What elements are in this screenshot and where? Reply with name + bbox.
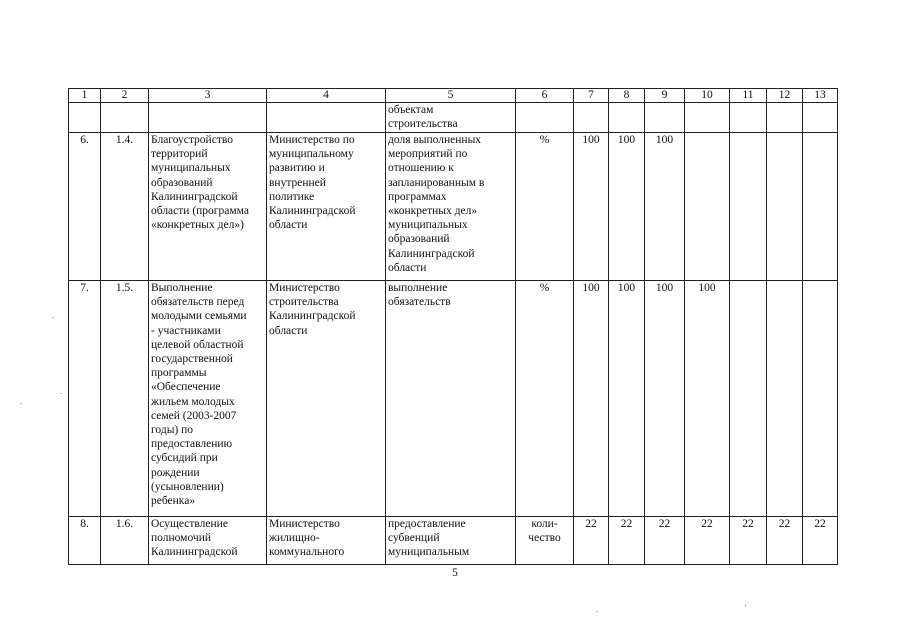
row-code-cell: 1.4. — [101, 133, 149, 281]
header-cell-6: 6 — [516, 89, 574, 103]
table-row — [69, 103, 838, 133]
activity-name-cell-line: (усыновлении) — [151, 480, 224, 493]
responsible-ministry-cell-line: муниципальному — [269, 148, 354, 161]
row-code-cell: 1.6. — [101, 517, 149, 565]
responsible-ministry-cell — [267, 103, 386, 133]
indicator-cell — [386, 133, 516, 281]
header-cell-9: 9 — [645, 89, 685, 103]
header-cell-3: 3 — [149, 89, 267, 103]
indicator-cell-line: предоставление — [388, 518, 466, 530]
value-cell — [803, 281, 838, 517]
value-cell: 100 — [574, 133, 609, 281]
value-cell — [767, 103, 803, 133]
responsible-ministry-cell — [267, 517, 386, 565]
value-cell — [803, 133, 838, 281]
header-cell-13: 13 — [803, 89, 838, 103]
value-cell — [685, 103, 730, 133]
indicator-cell-line: строительства — [388, 118, 458, 131]
activity-name-cell-line: субсидий при — [151, 452, 218, 465]
value-cell — [767, 133, 803, 281]
responsible-ministry-cell-line: Калининградской — [269, 310, 356, 323]
value-cell: 100 — [645, 281, 685, 517]
row-code-cell — [101, 103, 149, 133]
responsible-ministry-cell — [267, 133, 386, 281]
responsible-ministry-cell-line: области — [269, 324, 308, 337]
value-cell: 22 — [803, 517, 838, 565]
activity-name-cell-line: жильем молодых — [151, 395, 235, 408]
page-number: 5 — [452, 567, 458, 579]
header-cell-2: 2 — [101, 89, 149, 103]
indicator-cell-line: доля выполненных — [388, 134, 482, 146]
activity-name-cell-line: территорий — [151, 148, 208, 161]
table-row — [69, 517, 838, 565]
indicator-cell-line: муниципальных — [388, 219, 468, 232]
indicator-cell — [386, 281, 516, 517]
indicator-cell-line: программах — [388, 190, 447, 203]
activity-name-cell — [149, 103, 267, 133]
indicator-cell-line: отношению к — [388, 162, 454, 175]
activity-name-cell-line: ребенка» — [151, 495, 196, 508]
activity-name-cell-line: муниципальных — [151, 162, 231, 175]
activity-name-cell-line: полномочий — [151, 532, 211, 545]
document-table — [68, 88, 838, 565]
indicator-cell-line: обязательств — [388, 296, 451, 309]
activity-name-cell-line: Выполнение — [151, 282, 213, 294]
scan-speck: ' — [745, 603, 747, 612]
value-cell: 22 — [730, 517, 767, 565]
header-cell-10: 10 — [685, 89, 730, 103]
row-number-cell: 8. — [69, 517, 101, 565]
responsible-ministry-cell-line: жилищно- — [269, 532, 320, 545]
value-cell: 100 — [645, 133, 685, 281]
indicator-cell-line: объектам — [388, 104, 434, 116]
indicator-cell-line: субвенций — [388, 532, 440, 545]
responsible-ministry-cell-line: политике — [269, 190, 315, 203]
value-cell — [730, 103, 767, 133]
value-cell: 22 — [574, 517, 609, 565]
responsible-ministry-cell — [267, 281, 386, 517]
activity-name-cell — [149, 133, 267, 281]
value-cell: 22 — [767, 517, 803, 565]
row-number-cell — [69, 103, 101, 133]
activity-name-cell-line: программы — [151, 367, 207, 380]
activity-name-cell-line: рождении — [151, 466, 200, 479]
scan-speck: . — [52, 311, 54, 320]
unit-cell — [516, 133, 574, 281]
header-cell-7: 7 — [574, 89, 609, 103]
activity-name-cell — [149, 517, 267, 565]
activity-name-cell-line: «конкретных дел») — [151, 219, 244, 232]
value-cell — [645, 103, 685, 133]
activity-name-cell-line: предоставлению — [151, 438, 233, 451]
activity-name-cell-line: годы) по — [151, 424, 194, 437]
responsible-ministry-cell-line: Министерство по — [269, 134, 355, 146]
header-cell-5: 5 — [386, 89, 516, 103]
unit-cell — [516, 517, 574, 565]
table-body — [69, 89, 838, 565]
activity-name-cell-line: Благоустройство — [151, 134, 233, 146]
unit-cell-line: коли- — [531, 518, 558, 530]
activity-name-cell-line: области (программа — [151, 205, 249, 218]
activity-name-cell-line: государственной — [151, 353, 233, 366]
header-cell-8: 8 — [609, 89, 645, 103]
value-cell: 100 — [609, 281, 645, 517]
indicator-cell-line: Калининградской — [388, 247, 475, 260]
responsible-ministry-cell-line: развитию и — [269, 162, 325, 175]
header-cell-4: 4 — [267, 89, 386, 103]
activity-name-cell — [149, 281, 267, 517]
activity-name-cell-line: Осуществление — [151, 518, 228, 530]
activity-name-cell-line: «Обеспечение — [151, 381, 221, 394]
value-cell: 100 — [685, 281, 730, 517]
unit-cell-line: % — [539, 134, 550, 146]
indicator-cell-line: выполнение — [388, 282, 448, 294]
activity-name-cell-line: целевой областной — [151, 338, 244, 351]
scan-speck: . — [60, 387, 62, 396]
activity-name-cell-line: молодыми семьями — [151, 310, 247, 323]
table-row — [69, 281, 838, 517]
indicator-cell — [386, 517, 516, 565]
scan-speck: . — [20, 397, 22, 406]
responsible-ministry-cell-line: строительства — [269, 296, 339, 309]
indicator-cell-line: муниципальным — [388, 546, 470, 559]
activity-name-cell-line: Калининградской — [151, 190, 238, 203]
unit-cell-line: % — [539, 282, 550, 294]
responsible-ministry-cell-line: Калининградской — [269, 205, 356, 218]
header-cell-11: 11 — [730, 89, 767, 103]
indicator-cell-line: «конкретных дел» — [388, 205, 478, 218]
value-cell: 22 — [645, 517, 685, 565]
value-cell — [730, 133, 767, 281]
table-header-row — [69, 89, 838, 103]
value-cell — [685, 133, 730, 281]
header-cell-12: 12 — [767, 89, 803, 103]
value-cell: 100 — [574, 281, 609, 517]
value-cell — [803, 103, 838, 133]
scan-speck: . — [596, 605, 598, 614]
value-cell: 100 — [609, 133, 645, 281]
responsible-ministry-cell-line: области — [269, 219, 308, 232]
row-number-cell: 6. — [69, 133, 101, 281]
value-cell — [574, 103, 609, 133]
responsible-ministry-cell-line: Министерство — [269, 282, 340, 294]
row-code-cell: 1.5. — [101, 281, 149, 517]
unit-cell — [516, 103, 574, 133]
value-cell — [730, 281, 767, 517]
table-row — [69, 133, 838, 281]
unit-cell — [516, 281, 574, 517]
value-cell — [767, 281, 803, 517]
unit-cell-line: чество — [528, 532, 561, 545]
indicator-cell — [386, 103, 516, 133]
responsible-ministry-cell-line: коммунального — [269, 546, 345, 559]
responsible-ministry-cell-line: Министерство — [269, 518, 340, 530]
activity-name-cell-line: Калининградской — [151, 546, 238, 559]
activity-name-cell-line: образований — [151, 176, 213, 189]
value-cell — [609, 103, 645, 133]
row-number-cell: 7. — [69, 281, 101, 517]
value-cell: 22 — [609, 517, 645, 565]
responsible-ministry-cell-line: внутренней — [269, 176, 326, 189]
activity-name-cell-line: семей (2003-2007 — [151, 409, 237, 422]
indicator-cell-line: образований — [388, 233, 450, 246]
value-cell: 22 — [685, 517, 730, 565]
activity-name-cell-line: - участниками — [151, 324, 221, 337]
header-cell-1: 1 — [69, 89, 101, 103]
indicator-cell-line: мероприятий по — [388, 148, 468, 161]
indicator-cell-line: области — [388, 261, 427, 274]
indicator-cell-line: запланированным в — [388, 176, 485, 189]
activity-name-cell-line: обязательств перед — [151, 296, 245, 309]
